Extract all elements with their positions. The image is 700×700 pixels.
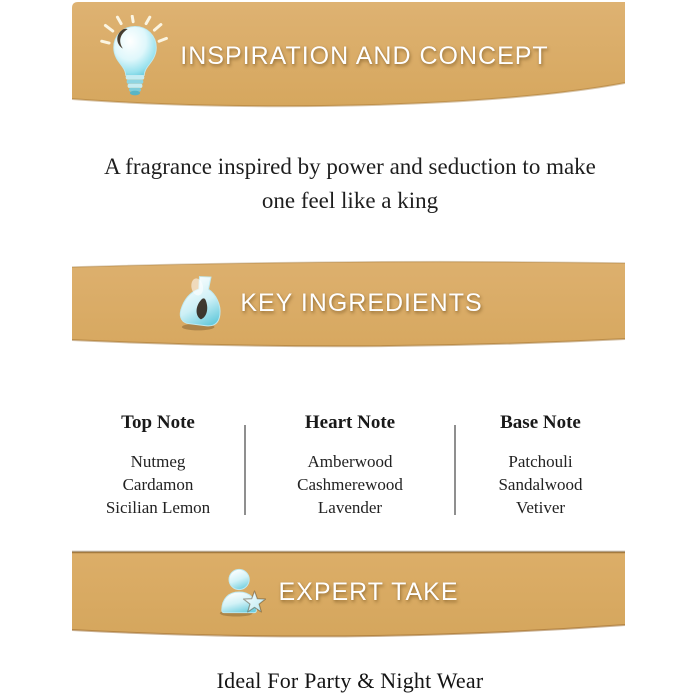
banner-content xyxy=(61,548,614,648)
ingredient-column-heart-note xyxy=(246,406,454,519)
section-inspiration-banner xyxy=(72,0,625,118)
concept-description xyxy=(0,150,700,218)
section-title-expert: EXPERT TAKE xyxy=(278,577,459,606)
banner-content xyxy=(54,260,607,354)
ingredient-column-top-note xyxy=(72,406,244,519)
note-item: Sicilian Lemon xyxy=(105,498,211,517)
fragrance-notes xyxy=(72,406,625,519)
expert-take-text: Ideal For Party & Night Wear xyxy=(216,668,484,693)
note-item: Sandalwood xyxy=(498,475,583,494)
flask-icon xyxy=(178,274,226,332)
concept-line-2: one feel like a king xyxy=(261,188,439,213)
note-item: Cashmerewood xyxy=(297,475,403,494)
section-ingredients-banner xyxy=(72,260,625,354)
concept-line-1: A fragrance inspired by power and seduction to make xyxy=(104,154,596,179)
note-item: Vetiver xyxy=(515,498,566,517)
section-title-ingredients: KEY INGREDIENTS xyxy=(240,288,483,317)
note-item: Cardamon xyxy=(122,475,194,494)
person-star-icon xyxy=(216,566,268,618)
ingredient-column-base-note xyxy=(456,406,625,519)
section-expert-banner xyxy=(72,548,625,648)
note-heading: Top Note xyxy=(121,412,195,433)
note-heading: Heart Note xyxy=(304,412,396,433)
note-item: Nutmeg xyxy=(130,452,186,471)
note-item: Amberwood xyxy=(307,452,393,471)
lightbulb-icon xyxy=(98,15,172,97)
note-heading: Base Note xyxy=(500,412,581,433)
section-title-inspiration: INSPIRATION AND CONCEPT xyxy=(180,41,549,70)
note-item: Patchouli xyxy=(508,452,573,471)
banner-content xyxy=(47,0,600,118)
note-item: Lavender xyxy=(317,498,383,517)
